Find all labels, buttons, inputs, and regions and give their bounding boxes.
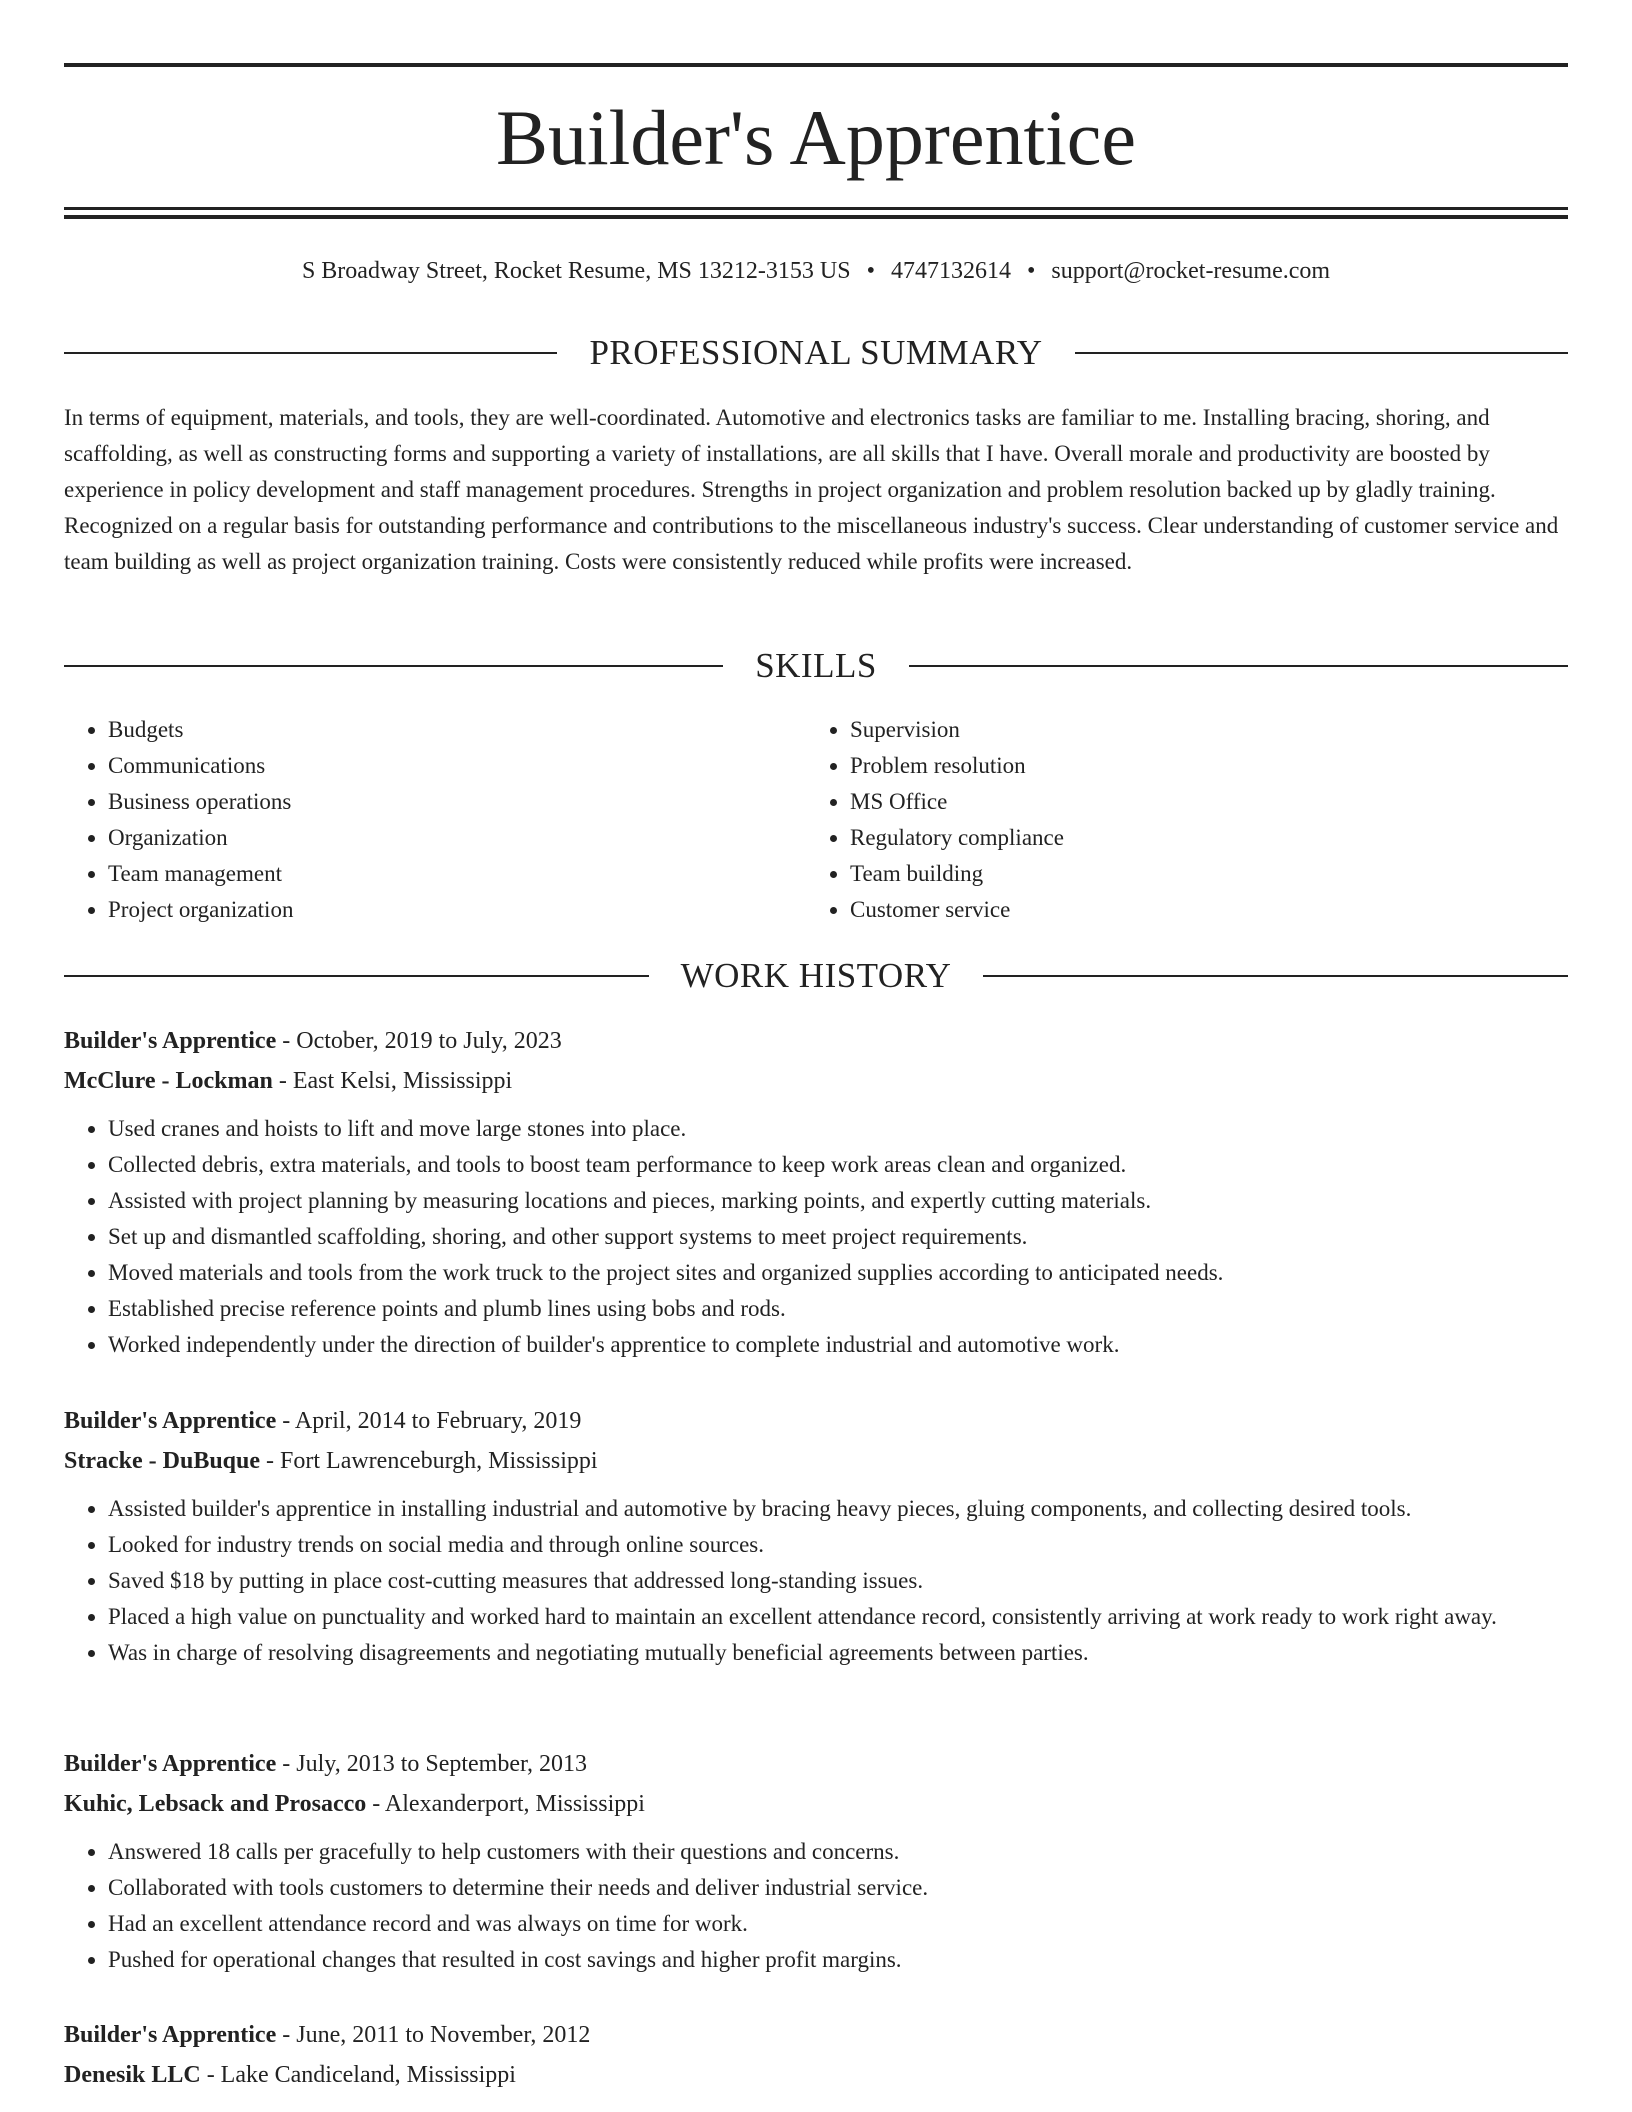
header-bottom-rule xyxy=(64,215,1568,219)
skill-item: • Team building xyxy=(850,856,1064,892)
skills-heading xyxy=(64,646,1568,686)
job-bullet: • Pushed for operational changes that resulted in cost savings and higher profit margins. xyxy=(108,1942,1568,1978)
skill-item: • Budgets xyxy=(108,712,293,748)
job-entry xyxy=(64,2015,1568,2095)
job-bullet: • Saved $18 by putting in place cost-cutting measures that addressed long-standing issues. xyxy=(108,1563,1568,1599)
job-company: Stracke - DuBuque xyxy=(64,1448,261,1474)
job-company-line xyxy=(64,1061,1568,1101)
job-company: Kuhic, Lebsack and Prosacco xyxy=(64,1791,367,1817)
job-location: - Fort Lawrenceburgh, Mississippi xyxy=(266,1448,598,1474)
heading-rule xyxy=(64,352,557,354)
header-bottom-rule xyxy=(64,207,1568,210)
job-title-line xyxy=(64,1021,1568,1061)
job-company: McClure - Lockman xyxy=(64,1068,273,1094)
section-title: PROFESSIONAL SUMMARY xyxy=(589,333,1043,372)
contact-separator: • xyxy=(866,258,875,284)
heading-rule xyxy=(1075,352,1568,354)
skill-item: • Organization xyxy=(108,820,293,856)
job-bullet: • Collected debris, extra materials, and tools to boost team performance to keep work areas clean and organized. xyxy=(108,1147,1568,1183)
contact-line xyxy=(64,254,1568,288)
job-bullet: • Collaborated with tools customers to determine their needs and deliver industrial service. xyxy=(108,1870,1568,1906)
skill-item: • Project organization xyxy=(108,892,293,928)
job-bullet: • Placed a high value on punctuality and worked hard to maintain an excellent attendance record, consistently arriving at work ready to work right away. xyxy=(108,1599,1568,1635)
job-company: Denesik LLC xyxy=(64,2062,201,2088)
section-title: WORK HISTORY xyxy=(680,956,952,995)
job-bullet: • Looked for industry trends on social media and through online sources. xyxy=(108,1527,1568,1563)
job-entry xyxy=(64,1021,1568,1363)
candidate-name: Builder's Apprentice xyxy=(495,94,1137,181)
job-title-line xyxy=(64,2015,1568,2055)
skills-list-right xyxy=(806,712,1064,928)
heading-rule xyxy=(64,665,723,667)
skill-item: • Business operations xyxy=(108,784,293,820)
job-bullets xyxy=(64,1111,1568,1363)
job-bullet: • Used cranes and hoists to lift and move large stones into place. xyxy=(108,1111,1568,1147)
contact-email: support@rocket-resume.com xyxy=(1051,258,1331,284)
skills-list-left xyxy=(64,712,293,928)
job-bullet: • Assisted builder's apprentice in installing industrial and automotive by bracing heavy pieces, gluing components, and collecting desired tools. xyxy=(108,1491,1568,1527)
job-bullets xyxy=(64,1834,1568,1978)
job-title: Builder's Apprentice xyxy=(64,2022,277,2048)
job-entry xyxy=(64,1401,1568,1671)
job-title-line xyxy=(64,1744,1568,1784)
job-dates: - April, 2014 to February, 2019 xyxy=(282,1408,582,1434)
skill-item: • Communications xyxy=(108,748,293,784)
job-entry xyxy=(64,1744,1568,1978)
heading-rule xyxy=(983,975,1568,977)
work-history-heading xyxy=(64,956,1568,996)
job-bullet: • Assisted with project planning by measuring locations and pieces, marking points, and expertly cutting materials. xyxy=(108,1183,1568,1219)
job-title: Builder's Apprentice xyxy=(64,1028,277,1054)
skill-item: • Regulatory compliance xyxy=(850,820,1064,856)
contact-phone: 4747132614 xyxy=(890,258,1011,284)
contact-separator: • xyxy=(1026,258,1036,284)
job-company-line xyxy=(64,2055,1568,2095)
job-bullet: • Established precise reference points and plumb lines using bobs and rods. xyxy=(108,1291,1568,1327)
skill-item: • Problem resolution xyxy=(850,748,1064,784)
skill-item: • MS Office xyxy=(850,784,1064,820)
job-bullet: • Answered 18 calls per gracefully to help customers with their questions and concerns. xyxy=(108,1834,1568,1870)
job-bullet: • Set up and dismantled scaffolding, shoring, and other support systems to meet project requirements. xyxy=(108,1219,1568,1255)
heading-rule xyxy=(64,975,649,977)
job-bullets xyxy=(64,1491,1568,1671)
job-dates: - June, 2011 to November, 2012 xyxy=(282,2022,591,2048)
job-bullet: • Had an excellent attendance record and was always on time for work. xyxy=(108,1906,1568,1942)
heading-rule xyxy=(909,665,1568,667)
job-dates: - October, 2019 to July, 2023 xyxy=(282,1028,562,1054)
header-top-rule xyxy=(64,63,1568,67)
job-title: Builder's Apprentice xyxy=(64,1751,277,1777)
job-dates: - July, 2013 to September, 2013 xyxy=(282,1751,588,1777)
job-location: - East Kelsi, Mississippi xyxy=(278,1068,513,1094)
job-bullet: • Worked independently under the direction of builder's apprentice to complete industrial and automotive work. xyxy=(108,1327,1568,1363)
job-location: - Lake Candiceland, Mississippi xyxy=(206,2062,516,2088)
skill-item: • Team management xyxy=(108,856,293,892)
skill-item: • Supervision xyxy=(850,712,1064,748)
summary-heading xyxy=(64,333,1568,373)
contact-address: S Broadway Street, Rocket Resume, MS 13212-3153 US xyxy=(301,258,851,284)
job-location: - Alexanderport, Mississippi xyxy=(372,1791,645,1817)
job-title-line xyxy=(64,1401,1568,1441)
section-title: SKILLS xyxy=(755,646,877,685)
job-bullet: • Moved materials and tools from the work truck to the project sites and organized supplies according to anticipated needs. xyxy=(108,1255,1568,1291)
job-company-line xyxy=(64,1784,1568,1824)
job-bullet: • Was in charge of resolving disagreements and negotiating mutually beneficial agreements between parties. xyxy=(108,1635,1568,1671)
summary-text: In terms of equipment, materials, and tools, they are well-coordinated. Automotive and electronics tasks are familiar to me. Installing bracing, shoring, and scaffolding, as well as constructing forms and supporting a variety of installations, are all skills that I have. Overall morale and productivity are boosted by experience in policy development and staff management procedures. Strengths in project organization and problem resolution backed up by gladly training. Recognized on a regular basis for outstanding performance and contributions to the miscellaneous industry's success. Clear understanding of customer service and team building as well as project organization training. Costs were consistently reduced while profits were increased. xyxy=(64,405,1559,574)
job-title: Builder's Apprentice xyxy=(64,1408,277,1434)
job-company-line xyxy=(64,1441,1568,1481)
skill-item: • Customer service xyxy=(850,892,1064,928)
